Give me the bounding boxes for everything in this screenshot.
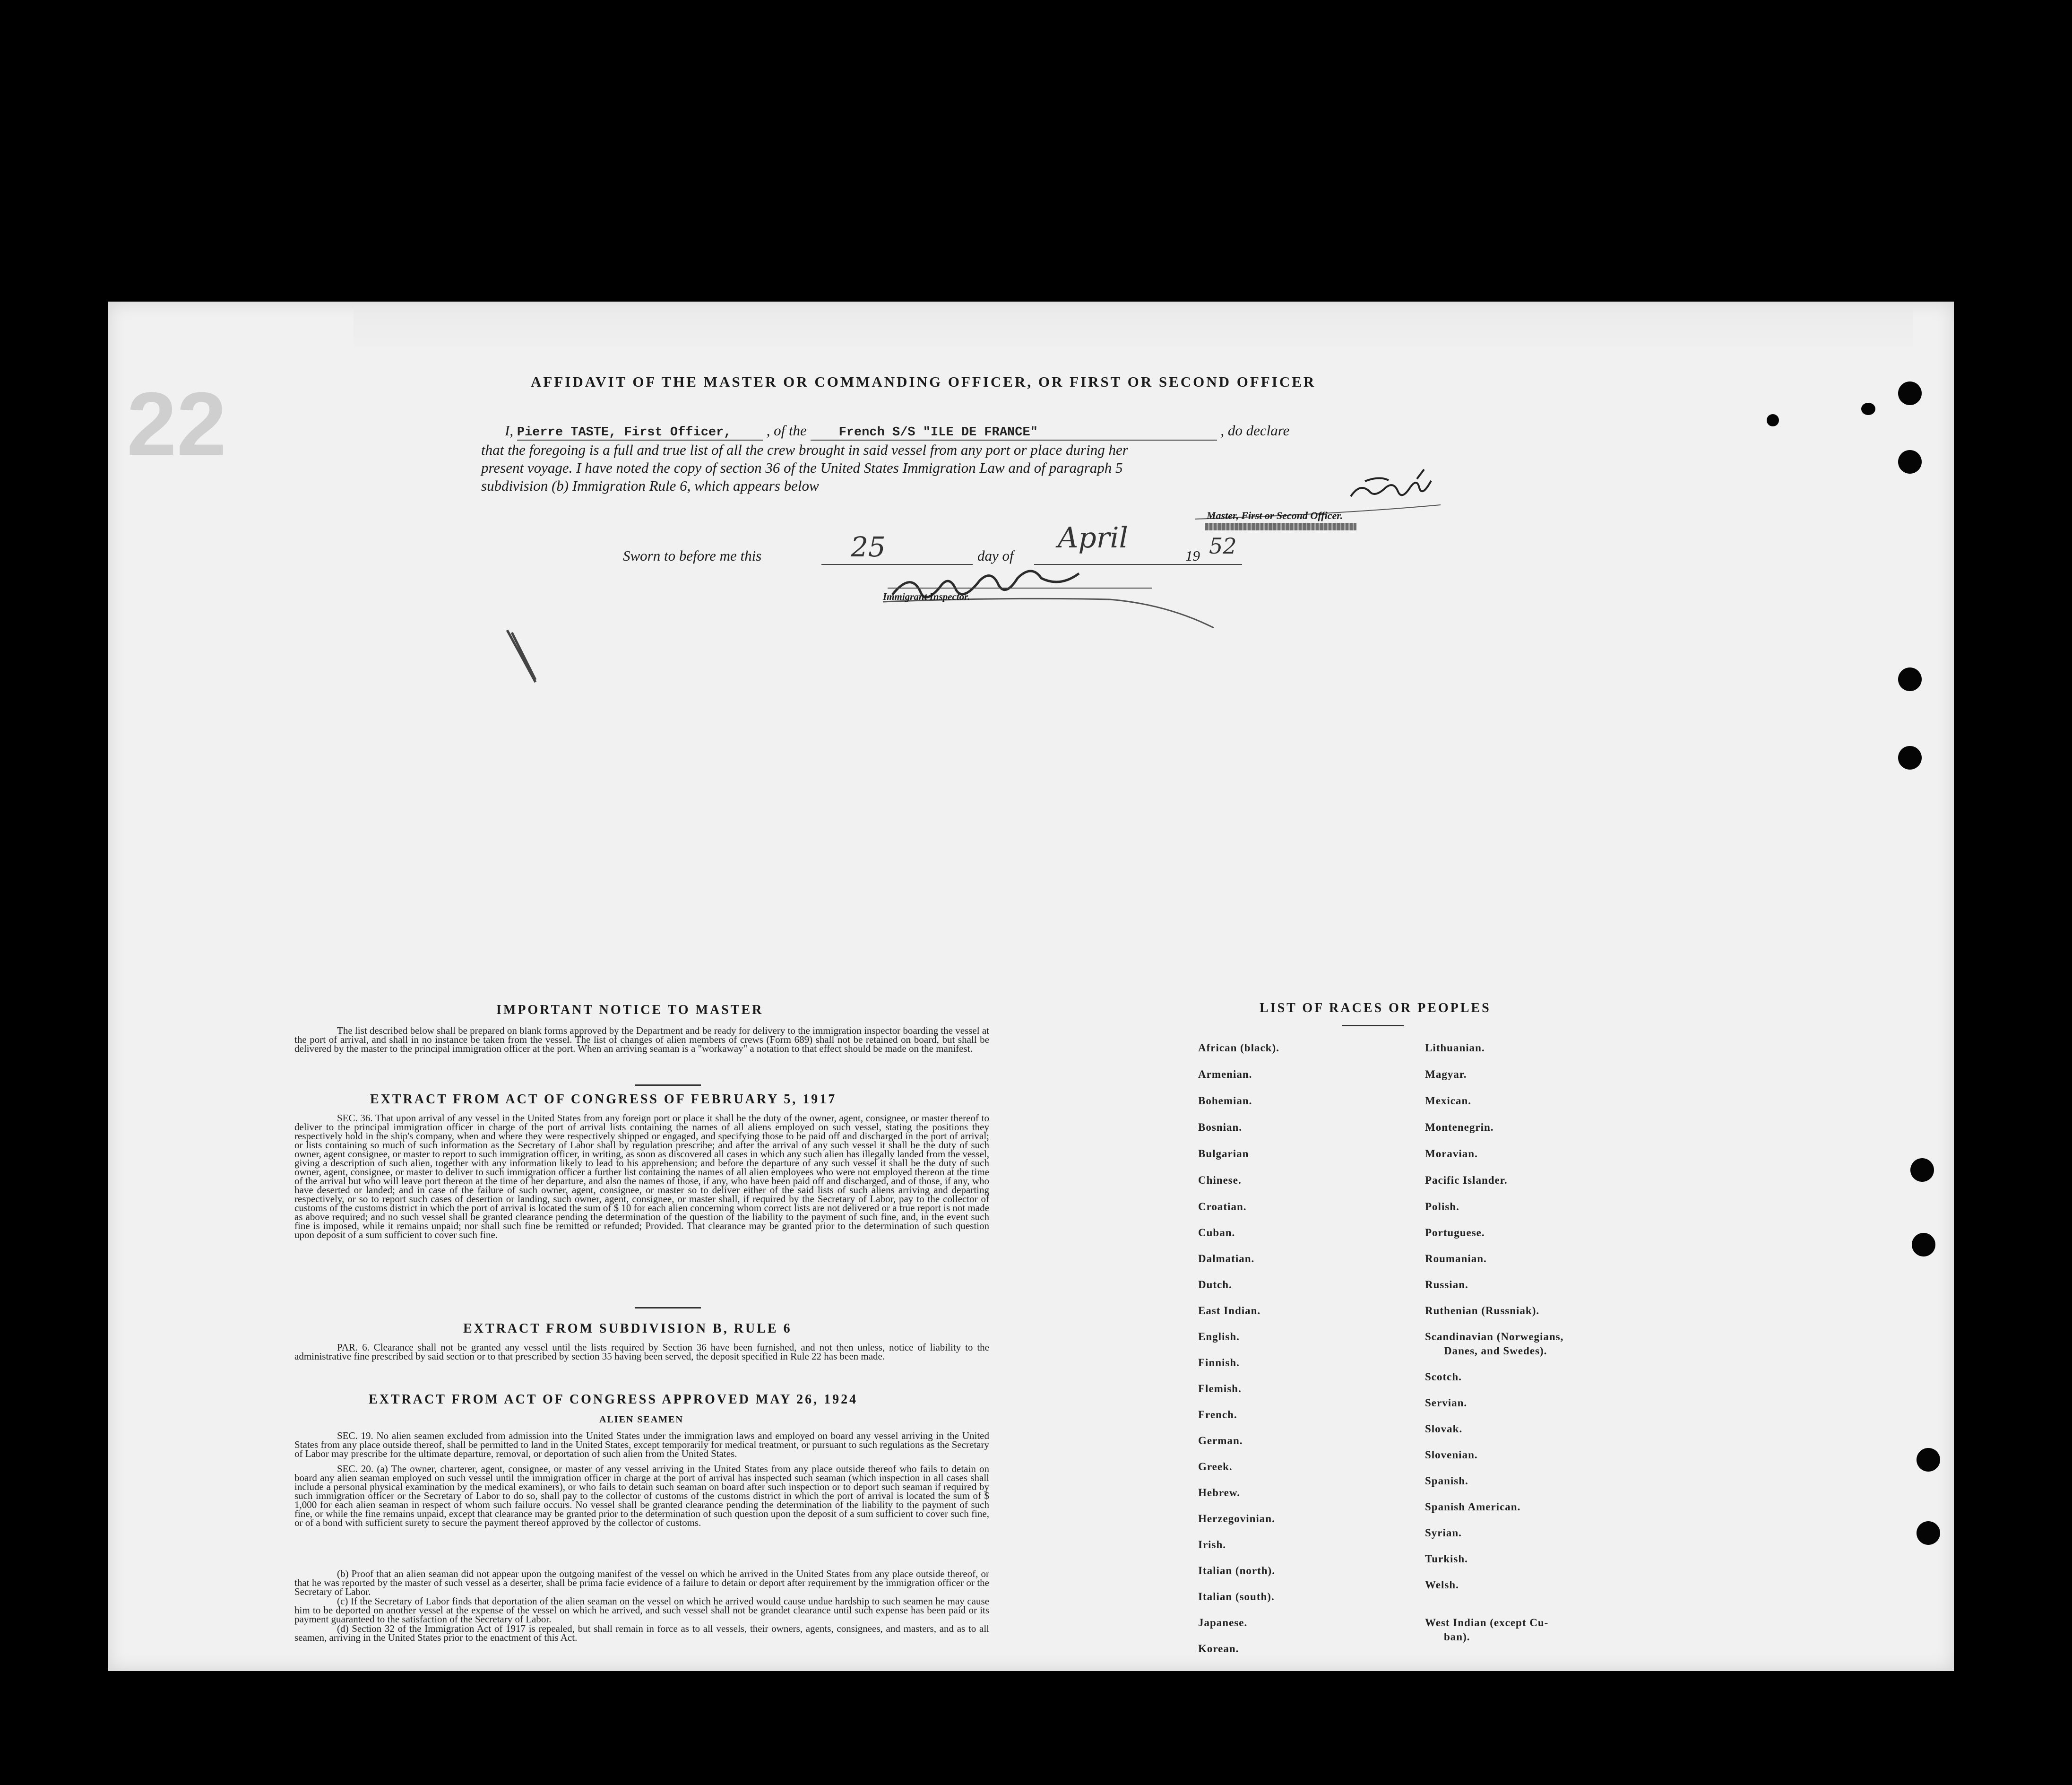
race-left-item: Greek. (1198, 1461, 1233, 1473)
race-right-item: Danes, and Swedes). (1444, 1345, 1547, 1357)
affidavit-line-4: subdivision (b) Immigration Rule 6, which appears below (481, 477, 819, 494)
races-rule (1342, 1025, 1404, 1026)
race-left-item: Bosnian. (1198, 1121, 1243, 1133)
race-right-item: Ruthenian (Russniak). (1425, 1305, 1540, 1317)
extract-1924-sec20b: (b) Proof that an alien seaman did not appear upon the outgoing manifest of the vessel on which he arrived in the United States from any place outside thereof, or that he was reported by the master of such vessel as a deserter, shall be prima facie evidence of a failure to detain or deport after requirement by the immigration officer or the Secretary of Labor. (294, 1568, 989, 1597)
race-left-item: Herzegovinian. (1198, 1513, 1275, 1525)
extract-rule6-title: EXTRACT FROM SUBDIVISION B, RULE 6 (463, 1321, 792, 1336)
punch-hole (1912, 1233, 1935, 1256)
affidavit-declare: , do declare (1220, 422, 1290, 439)
race-right-item: Lithuanian. (1425, 1042, 1485, 1054)
extract-1924-sec20d: (d) Section 32 of the Immigration Act of 1917 is repealed, but shall remain in force as to all vessels, their owners, agents, consignees, and masters, and as to all seamen, arriving in the United States prior to the enactment of this Act. (294, 1623, 989, 1643)
extract-rule6-body: PAR. 6. Clearance shall not be granted any vessel until the lists required by Section 36 have been furnished, and not then unless, notice of liability to the administrative fine prescribed by said section or to that prescribed by section 35 having been served, the deposit specified in Rule 22 has been made. (294, 1342, 989, 1362)
race-left-item: Finnish. (1198, 1357, 1240, 1369)
race-right-item: West Indian (except Cu- (1425, 1617, 1549, 1629)
punch-mark (1861, 403, 1875, 415)
race-right-item: Roumanian. (1425, 1253, 1487, 1265)
race-left-item: Armenian. (1198, 1068, 1252, 1080)
race-right-item: Scandinavian (Norwegians, (1425, 1331, 1564, 1343)
affidavit-line-3: present voyage. I have noted the copy of section 36 of the United States Immigration Law and of paragraph 5 (481, 459, 1123, 476)
extract-1924-sec20c: (c) If the Secretary of Labor finds that deportation of the alien seaman on the vessel on which he arrived would cause undue hardship to such seamen he may cause him to be deported on another vessel at the expense of the vessel on which he arrived, and such vessel shall not be grandet clearance until such expense has been paid or its payment guaranteed to the satisfaction of the Secretary of Labor. (294, 1595, 989, 1625)
punch-hole (1898, 667, 1922, 691)
race-right-item: Magyar. (1425, 1068, 1467, 1080)
race-right-item: Syrian. (1425, 1527, 1462, 1539)
race-right-item: Montenegrin. (1425, 1121, 1494, 1133)
race-left-item: Japanese. (1198, 1617, 1248, 1629)
race-right-item: Spanish. (1425, 1475, 1468, 1487)
punch-hole (1910, 1158, 1934, 1182)
race-left-item: Dalmatian. (1198, 1253, 1255, 1265)
notice-rule (635, 1084, 701, 1086)
sworn-prefix: Sworn to before me this (623, 547, 762, 564)
race-left-item: Bulgarian (1198, 1148, 1249, 1160)
affidavit-line-2: that the foregoing is a full and true list of all the crew brought in said vessel from any port or place during her (481, 442, 1128, 458)
race-right-item: Welsh. (1425, 1579, 1459, 1591)
race-right-item: Russian. (1425, 1279, 1468, 1291)
race-left-item: French. (1198, 1409, 1237, 1421)
race-right-item: Turkish. (1425, 1553, 1468, 1565)
race-left-item: Korean. (1198, 1643, 1239, 1655)
sworn-day-of: day of (977, 547, 1014, 564)
races-title: LIST OF RACES OR PEOPLES (1260, 1001, 1491, 1015)
extract-1924-sec19: SEC. 19. No alien seamen excluded from admission into the United States under the immigration laws and employed on board any vessel arriving in the United States from any place outside thereof, shall be permitted to land in the United States, except temporarily for medical treatment, or pursuant to such regulations as the Secretary of Labor may prescribe for the ultimate departure, removal, or deportation of such alien from the United States. (294, 1430, 989, 1459)
affidavit-of: , of the (766, 422, 807, 439)
check-mark (505, 628, 561, 694)
affidavit-title: AFFIDAVIT OF THE MASTER OR COMMANDING OFFICER, OR FIRST OR SECOND OFFICER (531, 373, 1316, 390)
alien-seamen-subtitle: ALIEN SEAMEN (599, 1414, 683, 1425)
officer-name: Pierre TASTE, First Officer, (517, 425, 763, 441)
race-left-item: Cuban. (1198, 1227, 1235, 1239)
extract-1924-sec20a: SEC. 20. (a) The owner, charterer, agent, consignee, or master of any vessel arriving in the United States from any place outside thereof who fails to detain on board any alien seaman employed on such vessel until the immigration officer in charge at the port of arrival has inspected such seaman (which inspection in all cases shall include a personal physical examination by the medical examiners), or who fails to detain such seaman on board after such inspection or to deport such seaman if required by such immigration officer or the Secretary of Labor to do so, shall pay to the collector of customs of the customs district in which the port of arrival is located the sum of $ 1,000 for each alien seaman in respect of whom such failure occurs. No vessel shall be granted clearance pending the determination of the liability to the payment of such fine, or while the fine remains unpaid, except that clearance may be granted prior to the determination of such question upon the deposit of a sum sufficient to cover such fine, or of a bond with sufficient surety to secure the payment thereof approved by the collector of customs. (294, 1463, 989, 1528)
race-left-item: Bohemian. (1198, 1095, 1252, 1107)
sworn-year-suffix: 52 (1209, 533, 1237, 559)
race-left-item: African (black). (1198, 1042, 1279, 1054)
sworn-day: 25 (851, 531, 886, 563)
race-right-item: Polish. (1425, 1201, 1459, 1213)
sworn-month: April (1058, 521, 1128, 555)
race-right-item: Scotch. (1425, 1371, 1462, 1383)
race-right-item: Portuguese. (1425, 1227, 1485, 1239)
notice-title: IMPORTANT NOTICE TO MASTER (496, 1003, 764, 1017)
race-left-item: Chinese. (1198, 1174, 1242, 1186)
punch-hole (1898, 746, 1922, 770)
affidavit-i: I, (505, 422, 514, 439)
race-left-item: Italian (north). (1198, 1565, 1275, 1577)
notice-body: The list described below shall be prepared on blank forms approved by the Department and be ready for delivery to the immigration inspector boarding the vessel at the port of arrival, and shall in no instance be taken from the vessel. The list of changes of alien members of crews (Form 689) shall not be retained on board, but shall be delivered by the master to the principal immigration officer at the port. When an arriving seaman is a "workaway" a notation to that effect should be made on the manifest. (294, 1025, 989, 1054)
race-right-item: Mexican. (1425, 1095, 1472, 1107)
document-page (108, 302, 1954, 1671)
race-left-item: Croatian. (1198, 1201, 1247, 1213)
race-right-item: Spanish American. (1425, 1501, 1521, 1513)
race-right-item: ban). (1444, 1631, 1470, 1643)
inspector-label: Immigrant Inspector. (883, 591, 970, 602)
inspector-line (888, 588, 1152, 589)
punch-mark (1767, 414, 1779, 426)
race-right-item: Servian. (1425, 1397, 1468, 1409)
race-right-item: Pacific Islander. (1425, 1174, 1508, 1186)
extract-1917-title: EXTRACT FROM ACT OF CONGRESS OF FEBRUARY 5, 1917 (370, 1092, 837, 1107)
race-left-item: Dutch. (1198, 1279, 1232, 1291)
extract-1917-rule (635, 1307, 701, 1308)
punch-hole (1898, 450, 1922, 474)
race-left-item: Hebrew. (1198, 1487, 1240, 1499)
extract-1917-body: SEC. 36. That upon arrival of any vessel in the United States from any foreign port or place it shall be the duty of the owner, agent, consignee, or master thereof to deliver to the principal immigration officer in charge of the port of arrival lists containing the names of all aliens employed on such vessel, stating the positions they respectively hold in the ship's company, when and where they were respectively shipped or engaged, and specifying those to be paid off and discharged in the port of arrival; or lists containing so much of such information as the Secretary of Labor shall by regulation prescribe; and after the arrival of any such vessel it shall be the duty of such owner, agent consignee, or master to report to such immigration officer, in writing, as soon as discovered all cases in which any such alien has illegally landed from the vessel, giving a description of such alien, together with any information likely to lead to his apprehension; and before the departure of any such vessel it shall be the duty of such owner, agent, consignee, or master to deliver to such immigration officer a further list containing the names of all alien employees who were not employed thereon at the time of the arrival but who will leave port thereon at the time of her departure, and also the names of those, if any, who have been paid off and discharged, and of those, if any, who have deserted or landed; and in case of the failure of such owner, agent, consignee, or master so to deliver either of the said lists of such aliens arriving and departing respectively, or so to report such cases of desertion or landing, such owner, agent, consignee, or master shall, if required by the Secretary of Labor, pay to the collector of customs of the customs district in which the port of arrival is located the sum of $ 10 for each alien concerning whom correct lists are not delivered or a true report is not made as above required; and no such vessel shall be granted clearance pending the determination of the question of the liability to the payment of such fine, and, in the event such fine is imposed, while it remains unpaid; nor shall such fine be remitted or refunded; Provided. That clearance may be granted prior to the determination of such question upon deposit of a sum sufficient to cover such fine. (294, 1112, 989, 1240)
punch-hole (1898, 381, 1922, 405)
race-left-item: Flemish. (1198, 1383, 1242, 1395)
signer-strike (1205, 523, 1356, 530)
vessel-name: French S/S "ILE DE FRANCE" (811, 425, 1217, 441)
race-right-item: Slovak. (1425, 1423, 1463, 1435)
affidavit-line-1 (505, 422, 1474, 441)
punch-hole (1917, 1521, 1940, 1545)
sworn-year-prefix: 19 (1185, 547, 1200, 564)
bleed-through-header (354, 305, 1913, 348)
race-left-item: German. (1198, 1435, 1243, 1447)
race-left-item: Italian (south). (1198, 1591, 1275, 1603)
race-right-item: Slovenian. (1425, 1449, 1478, 1461)
punch-hole (1917, 1448, 1940, 1472)
extract-1924-title: EXTRACT FROM ACT OF CONGRESS APPROVED MAY 26, 1924 (369, 1392, 858, 1407)
page-number: 22 (127, 374, 227, 474)
race-left-item: Irish. (1198, 1539, 1226, 1551)
signer-label: Master, First or Second Officer. (1207, 510, 1343, 521)
race-left-item: East Indian. (1198, 1305, 1261, 1317)
race-left-item: English. (1198, 1331, 1240, 1343)
race-right-item: Moravian. (1425, 1148, 1478, 1160)
sworn-line (623, 547, 761, 564)
